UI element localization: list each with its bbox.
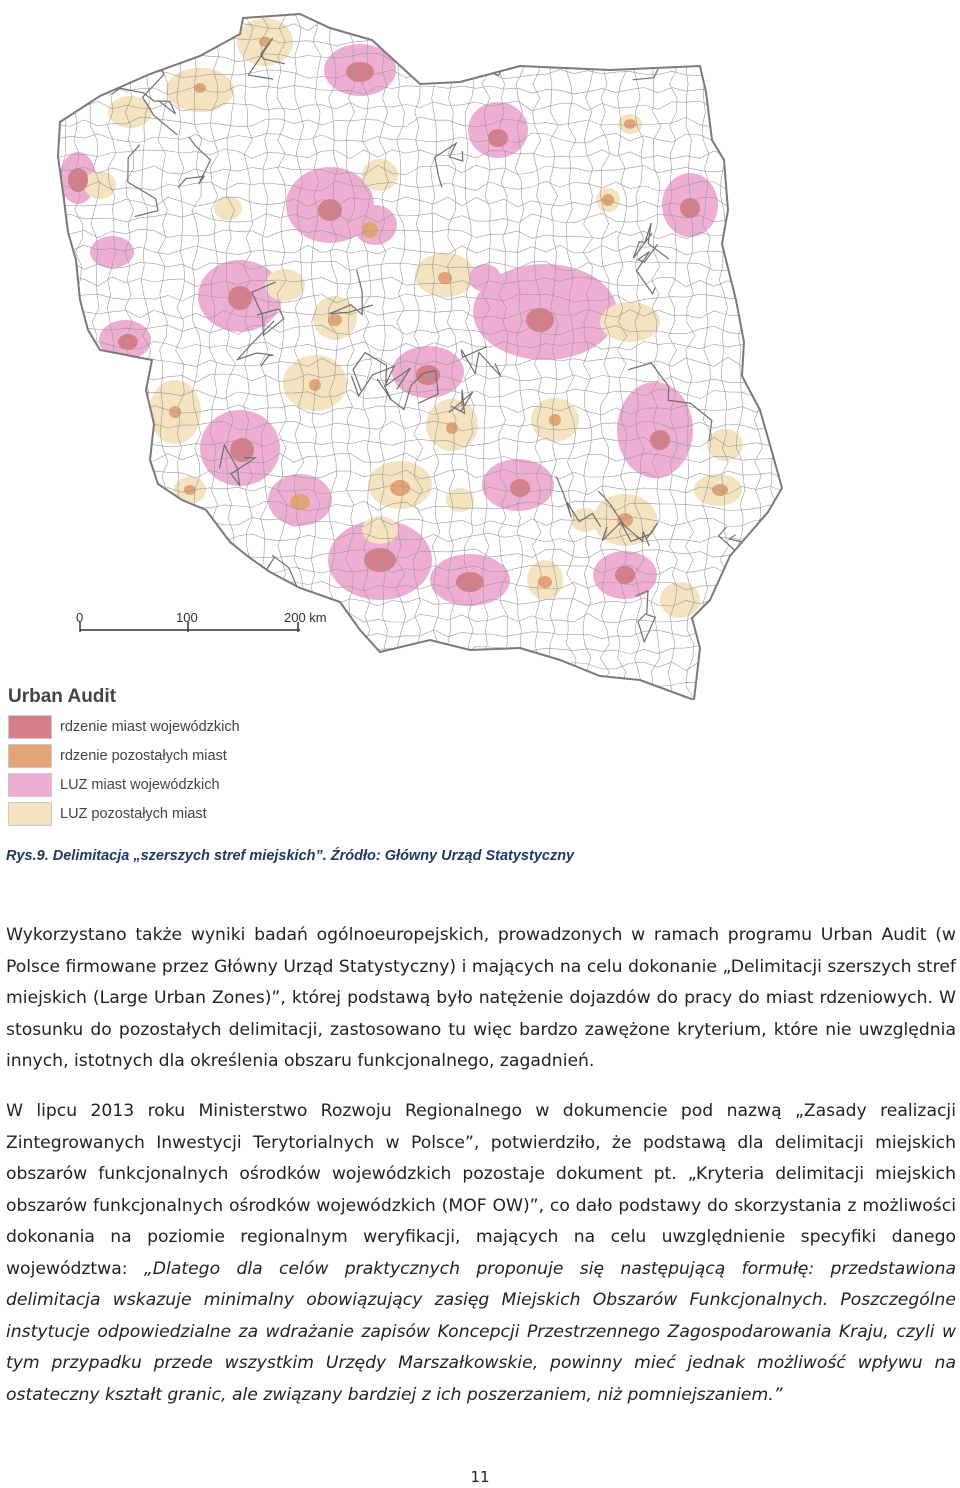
urban-core-area bbox=[118, 334, 138, 350]
page-number: 11 bbox=[470, 1468, 490, 1486]
urban-zone-area bbox=[362, 516, 398, 544]
urban-core-area bbox=[650, 430, 670, 450]
municipality-boundary bbox=[804, 0, 814, 700]
legend-swatch bbox=[8, 773, 52, 797]
urban-core-area bbox=[309, 379, 321, 391]
municipality-boundary bbox=[5, 0, 14, 700]
municipality-boundary bbox=[906, 0, 916, 700]
municipality-boundary bbox=[22, 0, 32, 700]
urban-core-area bbox=[346, 62, 374, 82]
legend-label: LUZ pozostałych miast bbox=[60, 805, 207, 822]
municipality-boundary bbox=[0, 53, 952, 62]
legend-swatch bbox=[8, 715, 52, 739]
legend-item bbox=[8, 770, 308, 799]
municipality-boundary bbox=[770, 0, 779, 700]
paragraph-mof-text: W lipcu 2013 roku Ministerstwo Rozwoju Regionalnego w dokumencie pod nazwą „Zasady realizacji Zintegrowanych Inwestycji Terytorialnych w Polsce”, potwierdziło, że podstawą dla delimitacji miejskich obszarów funkcjonalnych ośrodków wojewódzkich pozostaje dokument pt. „Kryteria delimitacji miejskich obszarów funkcjonalnych ośrodków wojewódzkich (MOF OW)”, co dało podstawy do skorzystania z możliwości dokonania na poziomie regionalnym weryfikacji, mających na celu uwzględnienie specyfiki danego województwa: bbox=[6, 1101, 956, 1279]
municipality-boundary bbox=[753, 0, 763, 700]
municipality-boundary bbox=[940, 0, 950, 700]
urban-core-area bbox=[488, 129, 508, 147]
paragraph-mof-quote: „Dlatego dla celów praktycznych proponuje się następującą formułę: przedstawiona delimitacja wskazuje minimalny obowiązujący zasięg Miejskich Obszarów Funkcjonalnych. Poszczególne instytucje odpowiedzialne za wdrażanie zapisów Koncepcji Przestrzennego Zagospodarowania Kraju, czyli w tym przypadku przede wszystkim Urzędy Marszałkowskie, powinny mieć jednak możliwość wpływu na ostateczny kształt granic, ale związany bardziej z ich poszerzaniem, niż pomniejszaniem.” bbox=[6, 1258, 956, 1405]
urban-core-area bbox=[617, 513, 633, 527]
scale-tick-0: 0 bbox=[76, 610, 84, 625]
municipality-boundary bbox=[873, 0, 882, 700]
municipality-boundary bbox=[0, 21, 952, 31]
urban-zone-area bbox=[265, 269, 305, 301]
municipality-boundary bbox=[787, 0, 797, 700]
urban-core-area bbox=[456, 572, 484, 592]
municipality-boundary bbox=[889, 0, 898, 700]
paragraph-urban-audit: Wykorzystano także wyniki badań ogólnoeuropejskich, prowadzonych w ramach programu Urban Audit (w Polsce firmowane przez Główny Urząd Statystyczny) i mających na celu dokonanie „Delimitacji szerszych stref miejskich (Large Urban Zones)”, której podstawą było natężenie dojazdów do pracy do miast rdzeniowych. W stosunku do pozostałych delimitacji, zastosowano tu więc bardzo zawężone kryterium, które nie uwzględnia innych, istotnych dla określenia obszaru funkcjonalnego, zagadnień. bbox=[6, 925, 956, 1071]
municipality-boundary bbox=[0, 37, 952, 47]
municipality-boundary bbox=[923, 0, 933, 700]
urban-core-area bbox=[549, 414, 561, 426]
urban-zone-area bbox=[84, 171, 116, 199]
figure-caption: Rys.9. Delimitacja „szerszych stref miejskich”. Źródło: Główny Urząd Statystyczny bbox=[6, 848, 575, 864]
legend-swatch bbox=[8, 744, 52, 768]
scale-tick-100: 100 bbox=[176, 610, 198, 625]
urban-core-area bbox=[390, 480, 410, 496]
municipality-boundary bbox=[855, 0, 865, 700]
legend-swatch bbox=[8, 802, 52, 826]
urban-core-area bbox=[712, 484, 728, 496]
urban-core-area bbox=[364, 548, 396, 572]
urban-core-area bbox=[624, 119, 636, 129]
municipality-boundary bbox=[0, 6, 952, 15]
legend-label: rdzenie miast wojewódzkich bbox=[60, 718, 240, 735]
urban-zone-area bbox=[617, 382, 693, 478]
urban-zone-area bbox=[214, 196, 242, 220]
municipality-boundary bbox=[56, 0, 66, 700]
legend-label: LUZ miast wojewódzkich bbox=[60, 776, 220, 793]
municipality-boundary bbox=[838, 0, 847, 700]
scale-bar bbox=[76, 610, 327, 632]
poland-map bbox=[0, 0, 960, 700]
scale-tick-200: 200 km bbox=[284, 610, 327, 625]
urban-core-area bbox=[228, 286, 252, 310]
legend-item bbox=[8, 799, 308, 828]
urban-zone-area bbox=[600, 302, 660, 342]
legend-title: Urban Audit bbox=[8, 686, 117, 707]
urban-core-area bbox=[615, 566, 635, 584]
municipality-boundary bbox=[73, 0, 83, 700]
county-boundary bbox=[54, 438, 84, 479]
county-boundary bbox=[135, 547, 200, 583]
urban-core-area bbox=[184, 485, 196, 495]
urban-core-area bbox=[362, 222, 378, 238]
municipality-boundary bbox=[39, 0, 49, 700]
legend-item bbox=[8, 741, 308, 770]
urban-core-area bbox=[68, 168, 88, 192]
legend-item bbox=[8, 712, 308, 741]
urban-zone-area bbox=[362, 159, 398, 191]
legend-label: rdzenie pozostałych miast bbox=[60, 747, 227, 764]
urban-core-area bbox=[230, 438, 254, 462]
municipality-boundary bbox=[0, 661, 952, 671]
municipality-boundary bbox=[821, 0, 831, 700]
urban-core-area bbox=[318, 199, 342, 221]
map-legend bbox=[8, 686, 308, 828]
paragraph-mof bbox=[6, 1096, 956, 1411]
